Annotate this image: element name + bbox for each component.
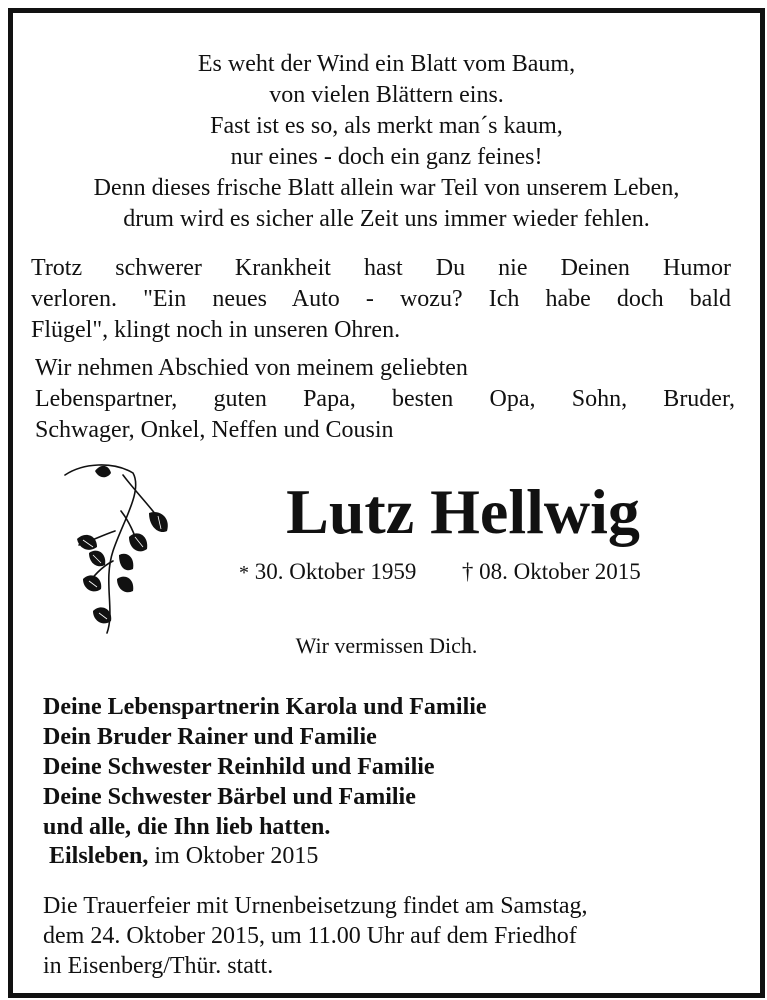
place-month: im Oktober 2015 <box>154 843 319 869</box>
humor-line: Flügel", klingt noch in unseren Ohren. <box>31 317 401 343</box>
birth-symbol: * <box>239 562 249 584</box>
birth-date: 30. Oktober 1959 <box>254 559 417 584</box>
miss-text: Wir vermissen Dich. <box>295 633 478 658</box>
farewell-line: Schwager, Onkel, Neffen und Cousin <box>35 417 394 443</box>
mourner-line: und alle, die Ihn lieb hatten. <box>43 814 331 840</box>
mourner-line: Deine Schwester Bärbel und Familie <box>43 784 416 810</box>
poem-line: Fast ist es so, als merkt man´s kaum, <box>210 113 563 139</box>
life-dates <box>239 559 699 585</box>
poem-line: Denn dieses frische Blatt allein war Teil von unserem Leben, <box>93 175 680 201</box>
death-date: 08. Oktober 2015 <box>479 559 641 584</box>
deceased-name: Lutz Hellwig <box>286 476 640 547</box>
poem-line: Es weht der Wind ein Blatt vom Baum, <box>197 51 576 77</box>
mourner-line: Deine Schwester Reinhild und Familie <box>43 754 435 780</box>
humor-line: Trotz schwerer Krankheit hast Du nie Deinen Humor <box>31 255 731 281</box>
poem-line: von vielen Blättern eins. <box>269 82 504 108</box>
farewell-line: Lebenspartner, guten Papa, besten Opa, Sohn, Bruder, <box>35 386 735 412</box>
mourner-line: Dein Bruder Rainer und Familie <box>43 724 377 750</box>
poem-line: drum wird es sicher alle Zeit uns immer wieder fehlen. <box>123 206 650 232</box>
funeral-notice <box>43 891 588 981</box>
farewell-paragraph <box>35 353 735 446</box>
leaf-branch-icon <box>63 461 183 641</box>
funeral-line: in Eisenberg/Thür. statt. <box>43 953 274 979</box>
farewell-line: Wir nehmen Abschied von meinem geliebten <box>35 355 468 381</box>
obituary-frame <box>8 8 765 998</box>
death-symbol: † <box>461 559 474 584</box>
poem-line: nur eines - doch ein ganz feines! <box>230 144 543 170</box>
mourners-list <box>43 692 487 842</box>
mourner-line: Deine Lebenspartnerin Karola und Familie <box>43 694 487 720</box>
funeral-line: Die Trauerfeier mit Urnenbeisetzung findet am Samstag, <box>43 893 588 919</box>
humor-line: verloren. "Ein neues Auto - wozu? Ich habe doch bald <box>31 286 731 312</box>
humor-paragraph <box>31 253 731 346</box>
place-city: Eilsleben, <box>49 843 149 869</box>
funeral-line: dem 24. Oktober 2015, um 11.00 Uhr auf dem Friedhof <box>43 923 577 949</box>
poem <box>13 49 760 235</box>
place-date <box>49 843 318 870</box>
